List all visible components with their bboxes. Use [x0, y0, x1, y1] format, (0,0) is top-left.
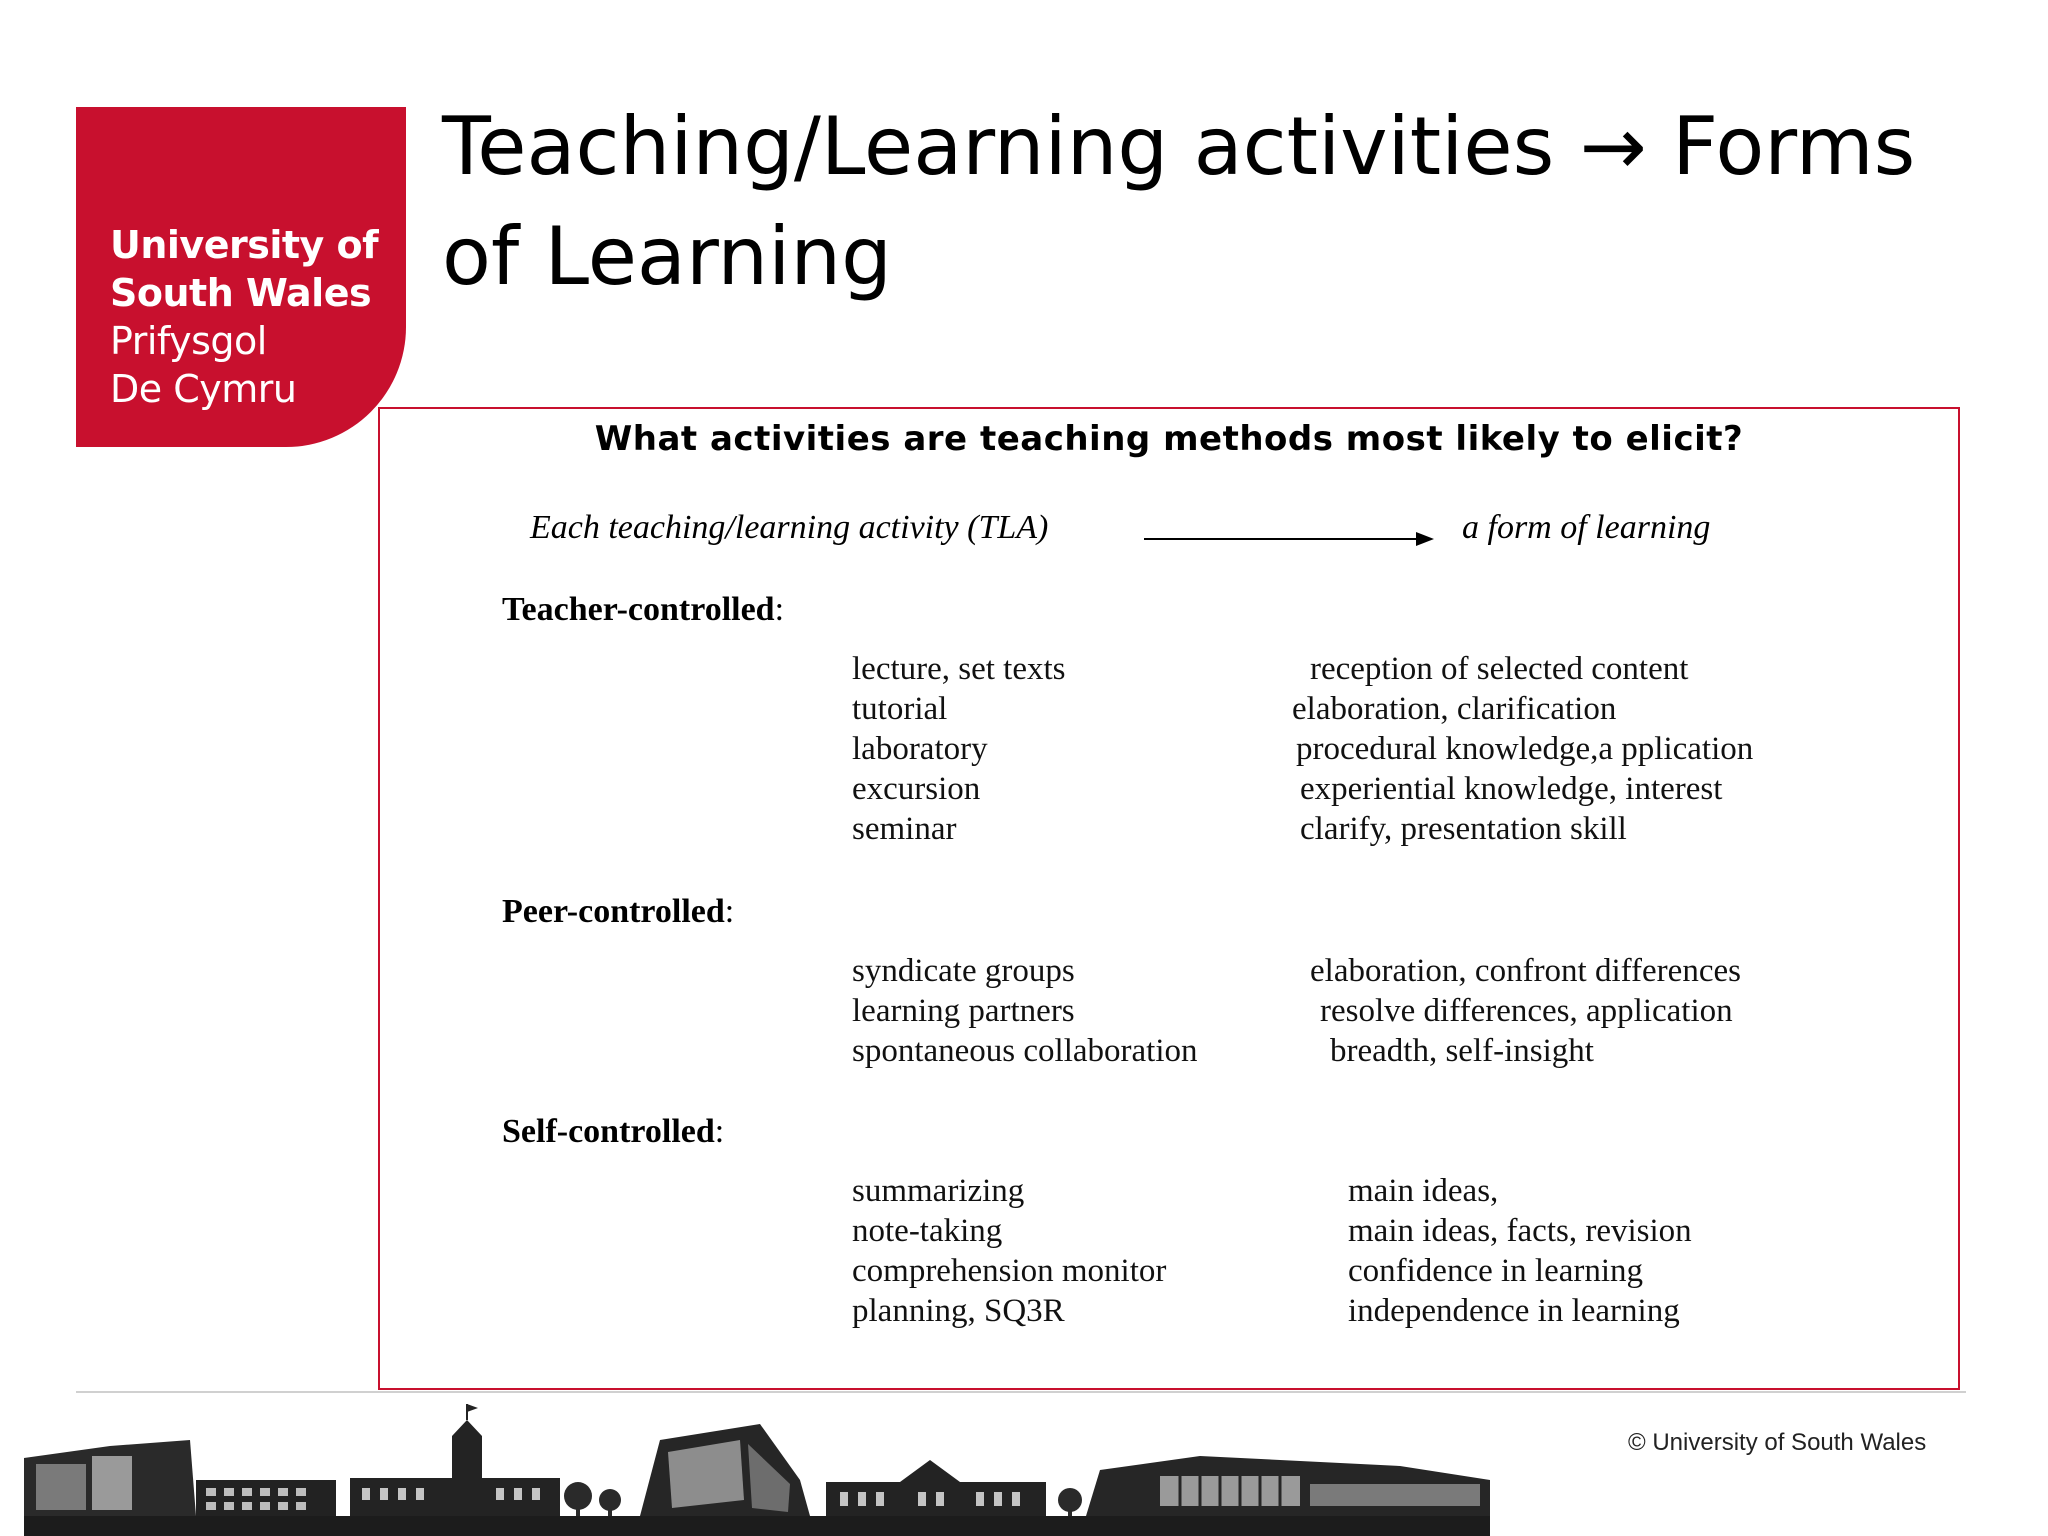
list-item: clarify, presentation skill	[1300, 811, 1627, 847]
list-item: elaboration, confront differences	[1310, 953, 1741, 989]
section-label: Self-controlled	[502, 1113, 715, 1150]
list-item: main ideas, facts, revision	[1348, 1213, 1692, 1249]
right-arrow-icon	[1144, 529, 1434, 549]
list-item: note-taking	[852, 1213, 1003, 1249]
list-item: main ideas,	[1348, 1173, 1499, 1209]
list-item: confidence in learning	[1348, 1253, 1644, 1289]
campus-skyline-graphic	[0, 1400, 1500, 1536]
list-item: comprehension monitor	[852, 1253, 1167, 1289]
list-item: experiential knowledge, interest	[1300, 771, 1723, 807]
section-label: Teacher-controlled	[502, 591, 775, 628]
logo-text	[110, 221, 378, 413]
forms-list	[1310, 951, 1741, 1071]
forms-list	[1292, 649, 1753, 849]
tla-left-label: Each teaching/learning activity (TLA)	[530, 509, 1049, 546]
section-peer-controlled: Peer-controlled:	[502, 893, 735, 930]
section-self-controlled: Self-controlled:	[502, 1113, 725, 1150]
list-item: independence in learning	[1348, 1293, 1680, 1329]
slide-title: Teaching/Learning activities → Forms of Learning	[442, 100, 1916, 303]
figure-box	[378, 407, 1960, 1390]
list-item: resolve differences, application	[1320, 993, 1733, 1029]
logo-line-4: De Cymru	[110, 367, 297, 411]
list-item: seminar	[852, 811, 957, 847]
logo-line-3: Prifysgol	[110, 319, 267, 363]
list-item: learning partners	[852, 993, 1075, 1029]
section-label: Peer-controlled	[502, 893, 725, 930]
footer-divider	[76, 1391, 1966, 1393]
activities-list	[852, 951, 1198, 1071]
copyright-text: © University of South Wales	[1628, 1429, 1927, 1456]
activities-list	[852, 649, 1066, 849]
list-item: planning, SQ3R	[852, 1293, 1065, 1329]
section-teacher-controlled: Teacher-controlled:	[502, 591, 785, 628]
list-item: syndicate groups	[852, 953, 1075, 989]
list-item: lecture, set texts	[852, 651, 1066, 687]
figure-heading: What activities are teaching methods most likely to elicit?	[594, 419, 1744, 459]
list-item: laboratory	[852, 731, 988, 767]
list-item: excursion	[852, 771, 981, 807]
list-item: tutorial	[852, 691, 948, 727]
list-item: procedural knowledge,a pplication	[1296, 731, 1754, 767]
list-item: elaboration, clarification	[1292, 691, 1617, 727]
tla-right-label: a form of learning	[1462, 509, 1711, 546]
list-item: breadth, self-insight	[1330, 1033, 1594, 1069]
forms-list	[1348, 1171, 1692, 1331]
list-item: reception of selected content	[1310, 651, 1689, 687]
logo-line-2: South Wales	[110, 271, 372, 315]
list-item: spontaneous collaboration	[852, 1033, 1198, 1069]
activities-list	[852, 1171, 1166, 1331]
university-logo	[76, 107, 406, 447]
logo-line-1: University of	[110, 223, 379, 267]
list-item: summarizing	[852, 1173, 1025, 1209]
